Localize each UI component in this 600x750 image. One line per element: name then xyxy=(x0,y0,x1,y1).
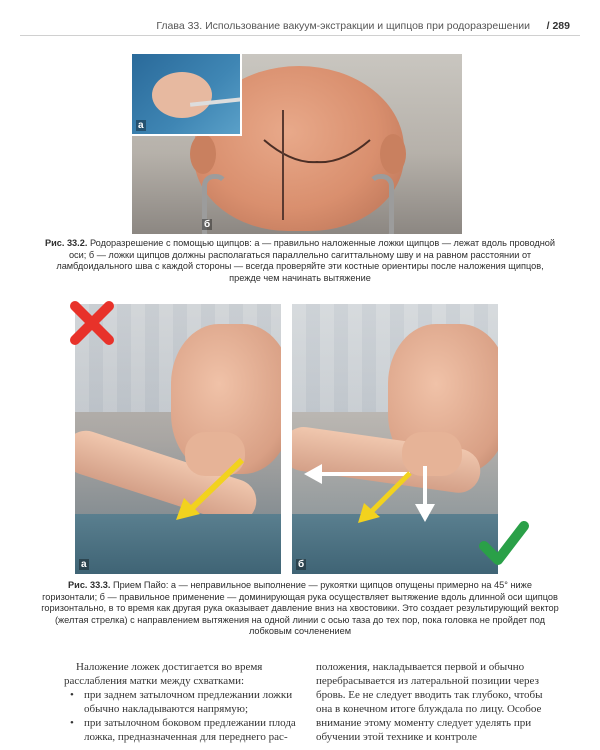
panel-label-b: б xyxy=(204,219,211,230)
caption-label: Рис. 33.3. xyxy=(68,580,111,590)
traction-vector-arrow xyxy=(170,454,250,524)
panel-label-a: а xyxy=(81,559,87,570)
correct-check-icon xyxy=(478,518,530,568)
sagittal-suture-line xyxy=(282,110,284,220)
model-ear-right xyxy=(380,134,406,174)
figure-33-2-photo xyxy=(132,54,462,234)
figure-33-2-caption xyxy=(40,238,560,284)
bullet-item: • при затылочном боковом предлежании плода ложка, предназначенная для переднего рас- xyxy=(64,716,302,744)
header-rule xyxy=(20,35,580,36)
chapter-title: Глава 33. Использование вакуум-экстракции и щипцов при родоразрешении xyxy=(156,20,530,32)
caption-text: Прием Пайо: а — неправильное выполнение — рукоятки щипцов опущены примерно на 45° ниже горизонтали; б — правильное применение — доминирующая рука осуществляет вытяжение вдоль длинной оси щипцов горизонтально, в то время как другая рука оказывает давление вниз на хвостовики. Это создает результирующий вектор (желтая стрелка) с направлением вытяжения на одной линии с осью таза до тех пор, пока головка не пройдет под лобковым сочленением xyxy=(41,580,559,636)
body-paragraph: положения, накладывается первой и обычно перебрасывается из латеральной позиции через бровь. Ее не следует вводить так глубоко, чтобы она в конечном итоге блуждала по лицу. Особое внимание этому моменту следует уделять при обучении этой технике и контроле xyxy=(316,661,543,743)
lambdoid-suture-drawing xyxy=(262,134,372,174)
inset-head-model xyxy=(152,72,212,118)
caption-label: Рис. 33.2. xyxy=(44,238,88,248)
panel-label-b: б xyxy=(298,559,305,570)
incorrect-cross-icon xyxy=(67,298,117,348)
body-column-right xyxy=(316,660,554,744)
header-separator: / xyxy=(546,20,550,32)
resultant-vector-arrow xyxy=(354,469,414,524)
model-ear-left xyxy=(190,134,216,174)
caption-text: Родоразрешение с помощью щипцов: а — правильно наложенные ложки щипцов — лежат вдоль проводной оси; б — ложки щипцов должны располагаться параллельно сагиттальному шву и на равном расстоянии от ламбдоидального шва с каждой стороны — всегда проверяйте эти костные ориентиры после наложения щипцов, прежде чем начинать вытяжение xyxy=(56,238,556,283)
inset-photo-a xyxy=(132,54,242,136)
panel-label-a: а xyxy=(138,120,144,131)
forceps-blade-right xyxy=(368,174,394,234)
figure-33-3-photo-b xyxy=(292,304,498,574)
downward-pressure-arrow xyxy=(410,464,440,524)
page-number-value: 289 xyxy=(552,20,570,32)
figure-33-3-caption xyxy=(40,580,560,638)
bullet-item: • при заднем затылочном предлежании ложки обычно накладываются напрямую; xyxy=(64,688,302,716)
page-number xyxy=(547,20,570,32)
running-header xyxy=(0,20,600,36)
body-column-left xyxy=(64,660,302,744)
body-paragraph: Наложение ложек достигается во время расслабления матки между схватками: xyxy=(64,661,263,687)
